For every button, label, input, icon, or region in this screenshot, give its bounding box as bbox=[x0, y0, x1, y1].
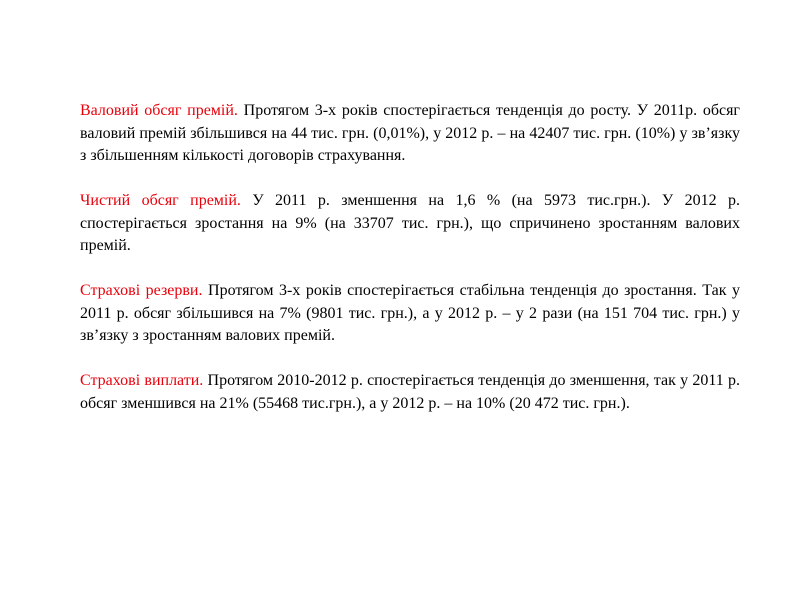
term-gross-premiums: Валовий обсяг премій. bbox=[80, 102, 238, 119]
paragraph-text: Протягом 2010-2012 р. спостерігається тенденція до зменшення, так у 2011 р. обсяг зменшився на 21% (55468 тис.грн.), а у 2012 р. – на 10% (20 472 тис. грн.). bbox=[80, 372, 740, 412]
paragraph-insurance-reserves bbox=[80, 280, 740, 348]
term-net-premiums: Чистий обсяг премій. bbox=[80, 192, 241, 209]
paragraph-text: Протягом 3-х років спостерігається тенденція до росту. У 2011р. обсяг валовий премій збільшився на 44 тис. грн. (0,01%), у 2012 р. – на 42407 тис. грн. (10%) у зв’язку з збільшенням кількості договорів страхування. bbox=[80, 102, 740, 164]
slide-body bbox=[80, 100, 740, 438]
term-insurance-payments: Страхові виплати. bbox=[80, 372, 204, 389]
paragraph-text: У 2011 р. зменшення на 1,6 % (на 5973 тис.грн.). У 2012 р. спостерігається зростання на 9% (на 33707 тис. грн.), що спричинено зростанням валових премій. bbox=[80, 192, 741, 254]
paragraph-insurance-payments bbox=[80, 370, 740, 415]
paragraph-gross-premiums bbox=[80, 100, 740, 168]
paragraph-text: Протягом 3-х років спостерігається стабільна тенденція до зростання. Так у 2011 р. обсяг збільшився на 7% (9801 тис. грн.), а у 2012 р. – у 2 рази (на 151 704 тис. грн.) у зв’язку з зростанням валових премій. bbox=[80, 282, 740, 344]
paragraph-net-premiums bbox=[80, 190, 740, 258]
term-insurance-reserves: Страхові резерви. bbox=[80, 282, 203, 299]
